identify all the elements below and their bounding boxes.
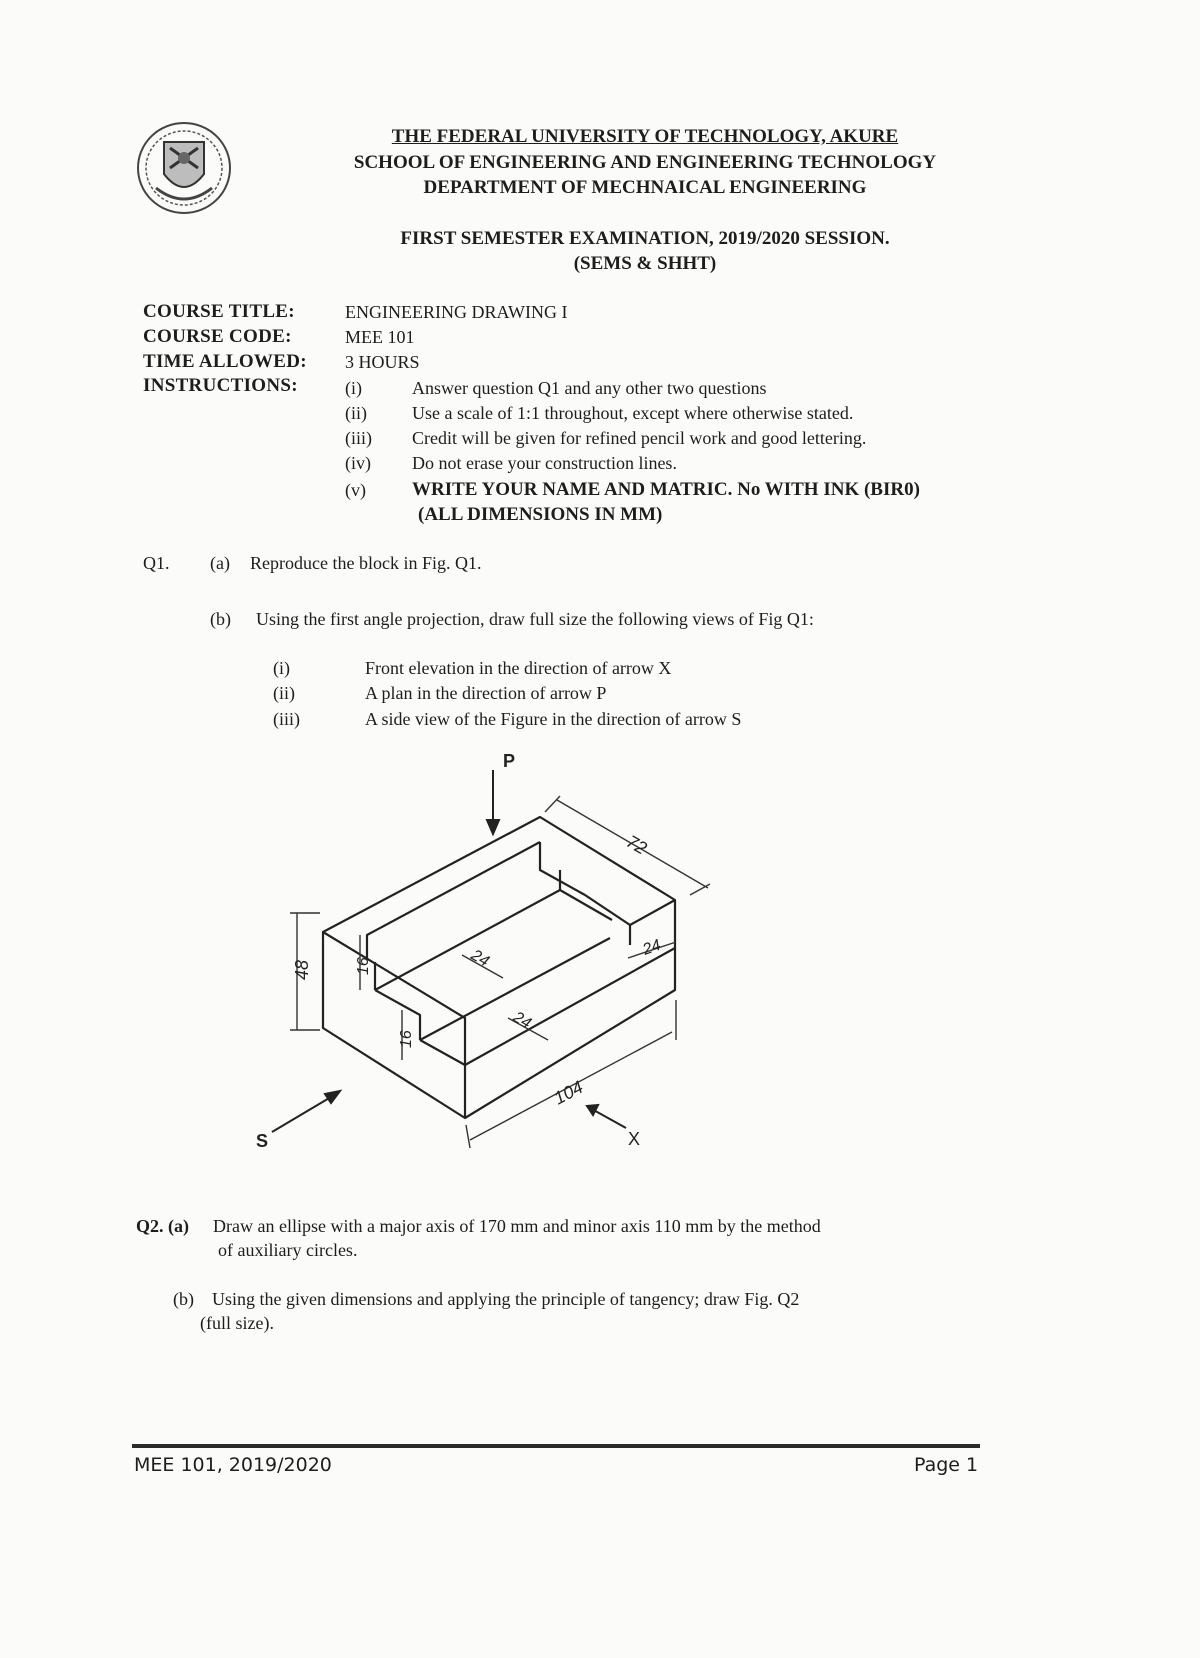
dim-wall: 24 [640,936,664,959]
instruction-num: (v) [345,480,366,500]
q2b-text-line1: Using the given dimensions and applying the principle of tangency; draw Fig. Q2 [212,1289,800,1309]
block-edge [323,932,465,1118]
instruction-text: Credit will be given for refined pencil work and good lettering. [412,428,867,448]
instruction-text: Use a scale of 1:1 throughout, except where otherwise stated. [412,403,854,423]
block-edge [420,938,610,1040]
instruction-num: (iii) [345,428,372,448]
dim-height: 48 [292,959,312,980]
instructions-label: INSTRUCTIONS: [143,375,298,396]
dim-tread-lower-line [508,1018,548,1040]
course-code-label: COURSE CODE: [143,326,292,347]
q1-label: Q1. [143,553,170,573]
dim-tread-upper-line [462,955,503,978]
view-text: Front elevation in the direction of arrow X [365,658,672,678]
view-text: A plan in the direction of arrow P [365,683,607,703]
course-title-value: ENGINEERING DRAWING I [345,302,568,322]
dim-depth: 72 [623,831,651,859]
arrow-x [590,1108,626,1128]
q2a-label: Q2. (a) [136,1216,189,1236]
dim-tread-lower: 24 [510,1008,534,1033]
q1a-label: (a) [210,553,230,573]
instruction-text-bold: WRITE YOUR NAME AND MATRIC. No WITH INK (BIR0) [412,479,920,500]
block-edge [420,948,675,1065]
dim-step-lower: 16 [398,1030,415,1048]
arrowhead-s [325,1091,340,1103]
q1a-text: Reproduce the block in Fig. Q1. [250,553,482,573]
dim-depth-line [557,800,708,888]
block-edge [630,900,675,925]
q2a-text-line1: Draw an ellipse with a major axis of 170 mm and minor axis 110 mm by the method [213,1216,821,1236]
dim-step-upper: 16 [355,957,372,975]
instruction-text: Do not erase your construction lines. [412,453,677,473]
dim-length-line [470,1032,672,1140]
block-edge [585,895,630,925]
view-text: A side view of the Figure in the direction of arrow S [365,709,742,729]
time-allowed-value: 3 HOURS [345,352,420,372]
q2b-text-line2: (full size). [200,1313,274,1333]
view-num: (ii) [273,683,295,703]
course-title-label: COURSE TITLE: [143,301,295,322]
arrow-s [272,1094,336,1132]
q2b-label: (b) [173,1289,194,1309]
university-name: THE FEDERAL UNIVERSITY OF TECHNOLOGY, AKURE [391,126,899,147]
label-x: X [628,1129,641,1149]
footer-divider [132,1444,980,1448]
q1b-text: Using the first angle projection, draw full size the following views of Fig Q1: [256,609,814,629]
q2a-text-line2: of auxiliary circles. [218,1240,358,1260]
instruction-text: Answer question Q1 and any other two questions [412,378,767,398]
block-outline [323,817,675,1118]
block-edge [375,890,612,990]
arrowhead-x [587,1105,598,1115]
time-allowed-label: TIME ALLOWED: [143,351,307,372]
q1b-label: (b) [210,609,231,629]
school-name: SCHOOL OF ENGINEERING AND ENGINEERING TECHNOLOGY [353,152,937,173]
block-edge [375,962,420,1040]
view-num: (iii) [273,709,300,729]
view-num: (i) [273,658,290,678]
footer-course: MEE 101, 2019/2020 [134,1454,332,1476]
dim-depth-ext [545,796,560,812]
dim-length: 104 [550,1076,587,1109]
instruction-num: (i) [345,378,362,398]
dim-wall-line [628,942,676,958]
label-p: P [503,751,516,771]
arrowhead-p [487,820,499,834]
department-name: DEPARTMENT OF MECHNAICAL ENGINEERING [423,177,867,198]
course-code-value: MEE 101 [345,327,415,347]
dim-length-ext [466,1125,470,1148]
dim-tread-upper: 24 [468,946,492,971]
instruction-num: (iv) [345,453,371,473]
block-edge [367,842,540,958]
instruction-num: (ii) [345,403,367,423]
dimensions-note: (ALL DIMENSIONS IN MM) [418,504,663,525]
block-edge [540,842,585,895]
dim-depth-ext [690,884,710,895]
label-s: S [256,1131,269,1151]
session-note: (SEMS & SHHT) [573,253,717,274]
exam-title: FIRST SEMESTER EXAMINATION, 2019/2020 SESSION. [400,228,890,249]
page-number: Page 1 [914,1454,979,1476]
